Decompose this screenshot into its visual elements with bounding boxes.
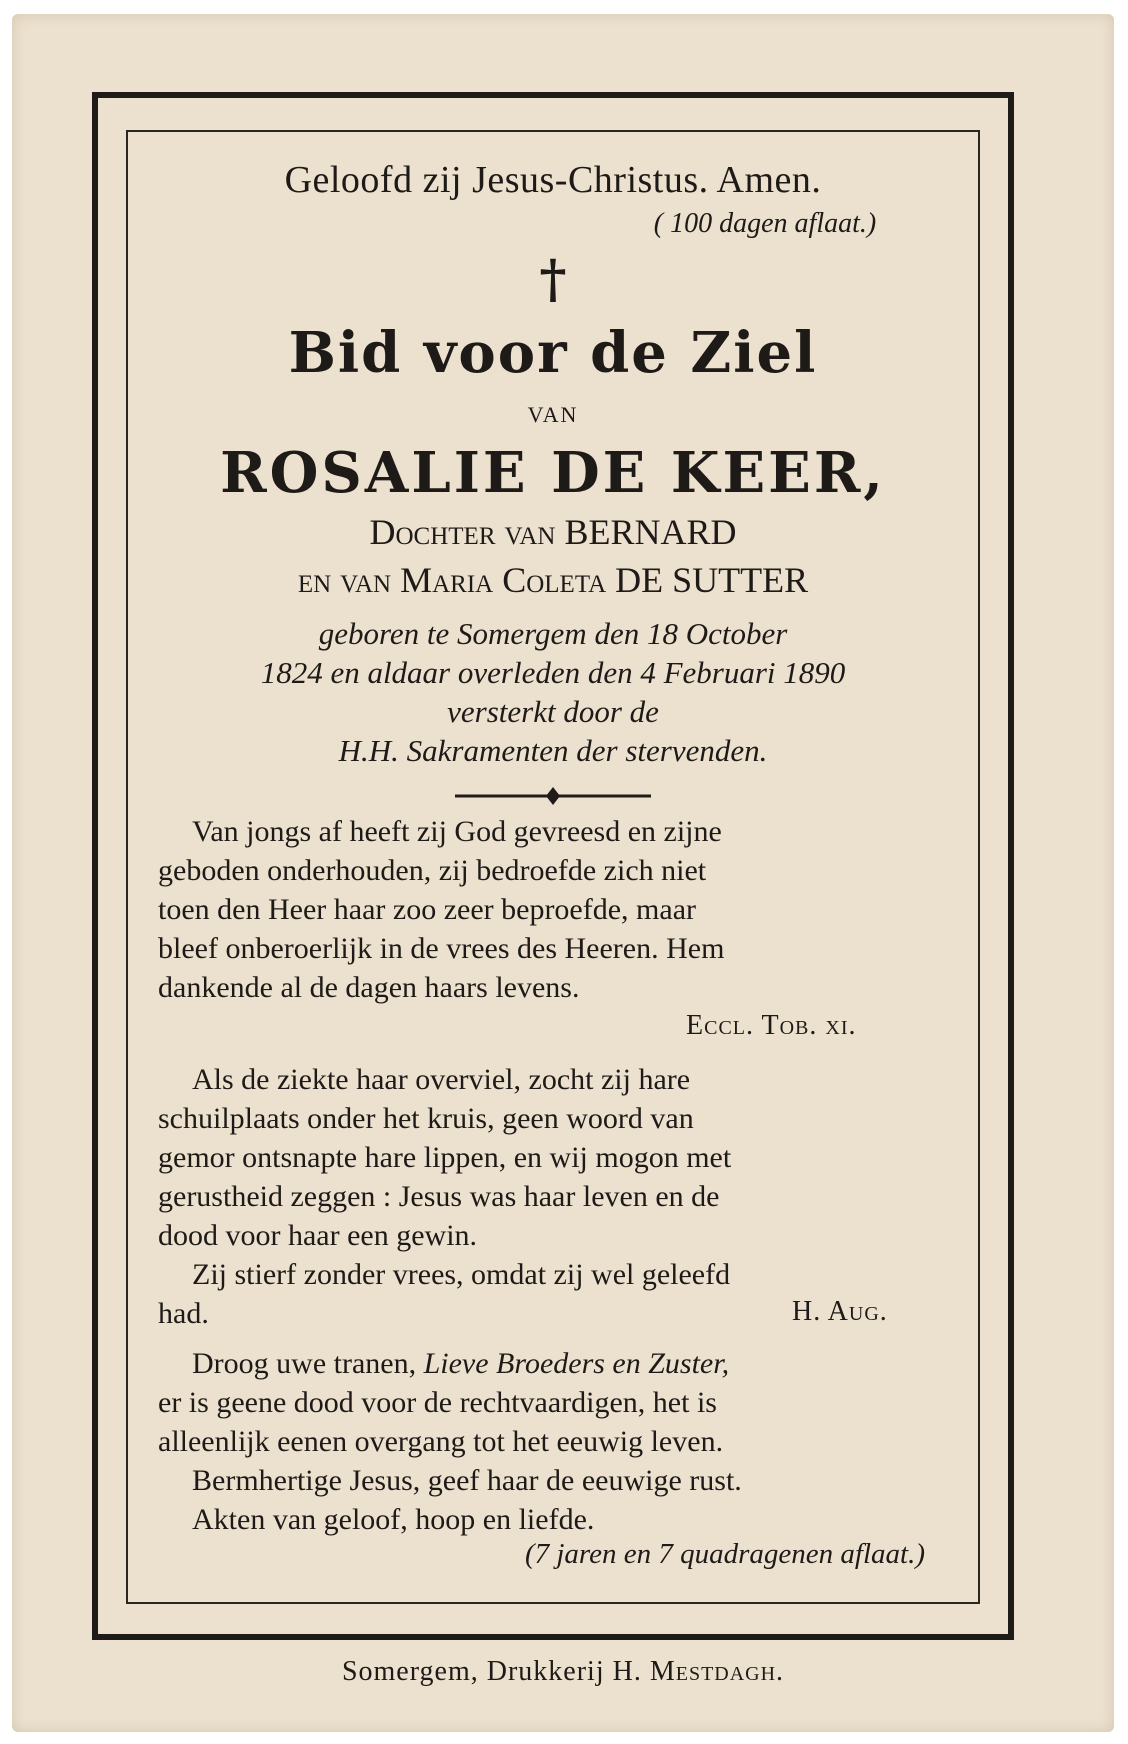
reference-augustine: H. Aug. bbox=[792, 1296, 888, 1327]
text-line: geboden onderhouden, zij bedroefde zich niet bbox=[158, 854, 707, 887]
paragraph-1 bbox=[158, 812, 953, 1007]
indulgence-note-2: (7 jaren en 7 quadragenen aflaat.) bbox=[524, 1538, 925, 1570]
text-line: dankende al de dagen haars levens. bbox=[158, 971, 580, 1004]
cross-icon: † bbox=[539, 249, 567, 310]
mother-surname: DE SUTTER bbox=[615, 560, 809, 600]
deceased-name: ROSALIE DE KEER, bbox=[220, 440, 886, 506]
text-line: gemor ontsnapte hare lippen, en wij mogon met bbox=[158, 1141, 732, 1174]
prayer-line: Akten van geloof, hoop en liefde. bbox=[192, 1503, 595, 1536]
printer-place: Somergem, Drukkerij H. bbox=[341, 1656, 642, 1687]
text-line: toen den Heer haar zoo zeer beproefde, maar bbox=[158, 893, 697, 926]
text-line: Zij stierf zonder vrees, omdat zij wel geleefd bbox=[192, 1258, 731, 1291]
text-line: gerustheid zeggen : Jesus was haar leven en de bbox=[158, 1180, 720, 1213]
text-line: bleef onberoerlijk in de vrees des Heeren. Hem bbox=[158, 932, 725, 965]
paragraph-4 bbox=[158, 1344, 953, 1539]
van-label: VAN bbox=[527, 402, 579, 427]
mother-prefix: en van Maria Coleta bbox=[297, 560, 607, 600]
reference-tobit: Eccl. Tob. xi. bbox=[686, 1010, 857, 1041]
daughter-prefix: Dochter van bbox=[369, 512, 556, 552]
text-line: Van jongs af heeft zij God gevreesd en zijne bbox=[192, 815, 722, 848]
birth-line-1: geboren te Somergem den 18 October bbox=[318, 616, 788, 651]
birth-line-2: 1824 en aldaar overleden den 4 Februari 1890 bbox=[260, 655, 846, 690]
parent-father-line bbox=[126, 510, 980, 554]
text-line: Als de ziekte haar overviel, zocht zij hare bbox=[192, 1063, 691, 1096]
text-line: er is geene dood voor de rechtvaardigen, het is bbox=[158, 1386, 717, 1419]
acclamation: Geloofd zij Jesus-Christus. Amen. bbox=[284, 159, 822, 201]
father-name: BERNARD bbox=[564, 512, 737, 552]
consolation-address: Lieve Broeders en Zuster, bbox=[423, 1347, 730, 1380]
text-line: had. bbox=[158, 1297, 209, 1330]
paragraph-2 bbox=[158, 1060, 953, 1255]
printer-name: Mestdagh. bbox=[649, 1656, 785, 1687]
prayer-line: Bermhertige Jesus, geef haar de eeuwige rust. bbox=[192, 1464, 742, 1497]
pray-heading: Bid voor de Ziel bbox=[288, 320, 818, 386]
text-line: dood voor haar een gewin. bbox=[158, 1219, 478, 1252]
ornament-divider bbox=[455, 786, 651, 806]
text-line: alleenlijk eenen overgang tot het eeuwig leven. bbox=[158, 1425, 724, 1458]
birth-line-4: H.H. Sakramenten der stervenden. bbox=[338, 733, 768, 768]
printer-imprint bbox=[12, 1656, 1114, 1688]
parent-mother-line bbox=[126, 558, 980, 602]
birth-line-3: versterkt door de bbox=[447, 694, 659, 729]
text-line: schuilplaats onder het kruis, geen woord van bbox=[158, 1102, 694, 1135]
consolation-start: Droog uwe tranen, bbox=[192, 1347, 417, 1380]
indulgence-note: ( 100 dagen aflaat.) bbox=[653, 208, 877, 239]
text-line bbox=[158, 1344, 953, 1383]
